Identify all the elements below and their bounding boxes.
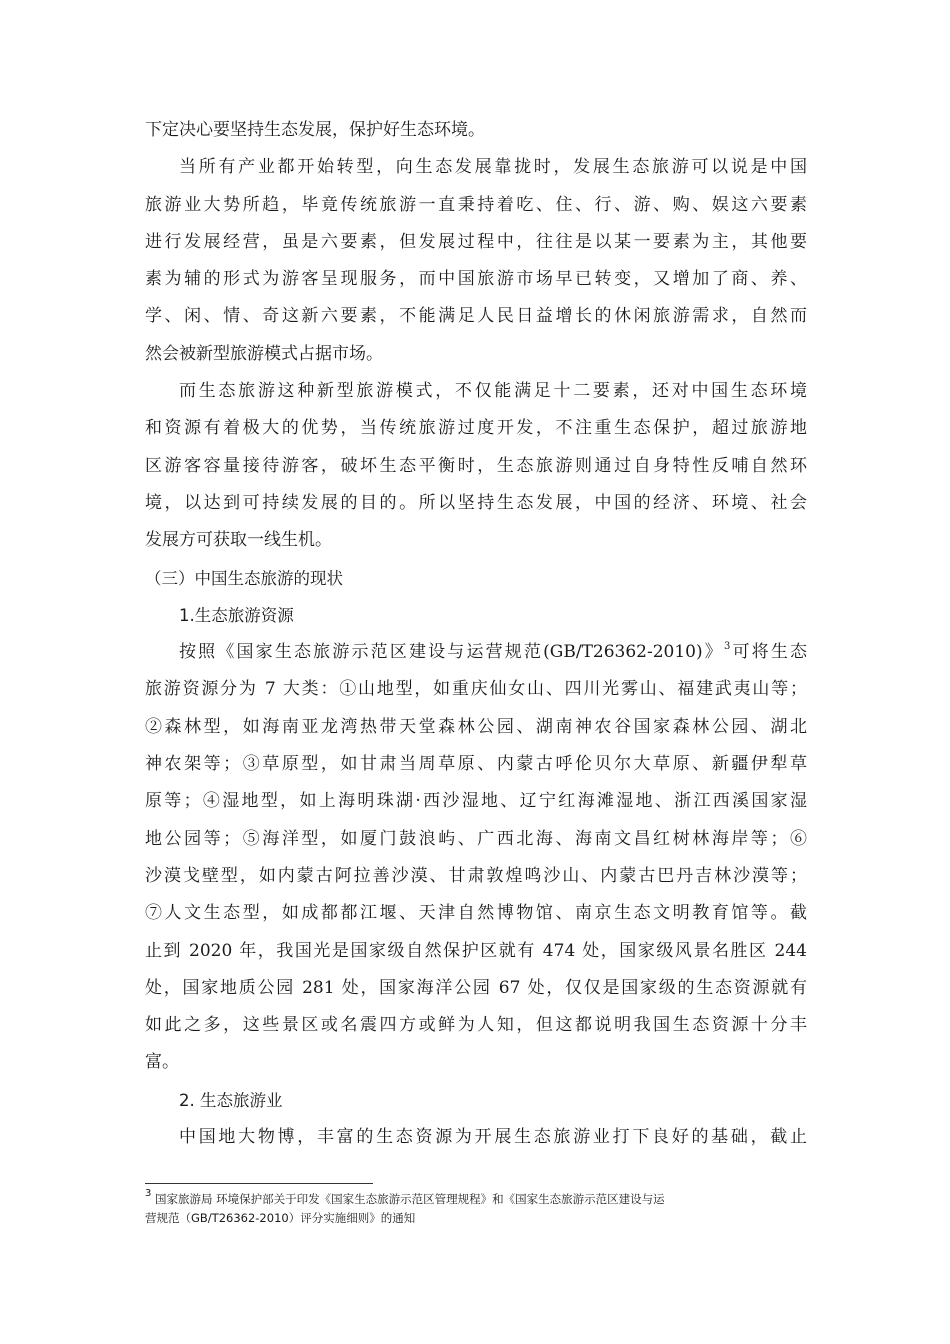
footnote-line bbox=[145, 1190, 807, 1209]
footnote-separator bbox=[145, 1183, 373, 1184]
paragraph-line: 富。 bbox=[145, 1052, 179, 1073]
paragraph-line: 地公园等；⑤海洋型，如厦门鼓浪屿、广西北海、海南文昌红树林海岸等；⑥ bbox=[145, 828, 807, 849]
paragraph-line: 和资源有着极大的优势，当传统旅游过度开发，不注重生态保护，超过旅游地 bbox=[145, 418, 807, 439]
paragraph-line: 神农架等；③草原型，如甘肃当周草原、内蒙古呼伦贝尔大草原、新疆伊犁草 bbox=[145, 754, 807, 775]
paragraph-line: 区游客容量接待游客，破坏生态平衡时，生态旅游则通过自身特性反哺自然环 bbox=[145, 455, 807, 476]
paragraph-line: ②森林型，如海南亚龙湾热带天堂森林公园、湖南神农谷国家森林公园、湖北 bbox=[145, 716, 807, 737]
paragraph-line: 境，以达到可持续发展的目的。所以坚持生态发展，中国的经济、环境、社会 bbox=[145, 492, 807, 513]
paragraph-line: 当所有产业都开始转型，向生态发展靠拢时，发展生态旅游可以说是中国 bbox=[179, 157, 807, 178]
paragraph-line: 止到 2020 年，我国光是国家级自然保护区就有 474 处，国家级风景名胜区 244 bbox=[145, 940, 807, 961]
footnote-marker: 3 bbox=[145, 1188, 152, 1200]
paragraph-line: 发展方可获取一线生机。 bbox=[145, 530, 332, 551]
footnote-text: 国家旅游局 环境保护部关于印发《国家生态旅游示范区管理规程》和《国家生态旅游示范区建设与运 bbox=[155, 1192, 665, 1206]
paragraph-line: 下定决心要坚持生态发展，保护好生态环境。 bbox=[145, 120, 485, 140]
subsection-heading: 2. 生态旅游业 bbox=[179, 1090, 283, 1110]
paragraph-line bbox=[145, 634, 807, 671]
paragraph-line: 素为辅的形式为游客呈现服务，而中国旅游市场早已转变，又增加了商、养、 bbox=[145, 269, 807, 290]
paragraph-line: 然会被新型旅游模式占据市场。 bbox=[145, 343, 383, 364]
footnote-line: 营规范（GB/T26362-2010）评分实施细则》的通知 bbox=[145, 1211, 416, 1225]
paragraph-line: 中国地大物博，丰富的生态资源为开展生态旅游业打下良好的基础，截止 bbox=[179, 1127, 807, 1148]
paragraph-line: 旅游业大势所趋，毕竟传统旅游一直秉持着吃、住、行、游、购、娱这六要素 bbox=[145, 194, 807, 215]
section-heading: （三）中国生态旅游的现状 bbox=[145, 568, 343, 588]
paragraph-line: 原等；④湿地型，如上海明珠湖·西沙湿地、辽宁红海滩湿地、浙江西溪国家湿 bbox=[145, 791, 807, 812]
paragraph-line: 学、闲、情、奇这新六要素，不能满足人民日益增长的休闲旅游需求，自然而 bbox=[145, 306, 807, 327]
footnote bbox=[145, 1190, 807, 1228]
paragraph-text: 按照《国家生态旅游示范区建设与运营规范(GB/T26362-2010)》 bbox=[179, 642, 724, 663]
paragraph-text: 可将生态 bbox=[730, 642, 808, 663]
paragraph-line: 处，国家地质公园 281 处，国家海洋公园 67 处，仅仅是国家级的生态资源就有 bbox=[145, 977, 807, 998]
paragraph-line: 而生态旅游这种新型旅游模式，不仅能满足十二要素，还对中国生态环境 bbox=[179, 381, 807, 402]
footnote-reference[interactable]: 3 bbox=[723, 640, 731, 652]
paragraph-line: 旅游资源分为 7 大类：①山地型，如重庆仙女山、四川光雾山、福建武夷山等； bbox=[145, 679, 807, 700]
paragraph-line: 如此之多，这些景区或名震四方或鲜为人知，但这都说明我国生态资源十分丰 bbox=[145, 1015, 807, 1036]
body-text bbox=[145, 112, 807, 1156]
paragraph-line: 沙漠戈壁型，如内蒙古阿拉善沙漠、甘肃敦煌鸣沙山、内蒙古巴丹吉林沙漠等； bbox=[145, 865, 807, 886]
subsection-heading: 1.生态旅游资源 bbox=[179, 605, 294, 625]
paragraph-line: ⑦人文生态型，如成都都江堰、天津自然博物馆、南京生态文明教育馆等。截 bbox=[145, 903, 807, 924]
paragraph-line: 进行发展经营，虽是六要素，但发展过程中，往往是以某一要素为主，其他要 bbox=[145, 231, 807, 252]
